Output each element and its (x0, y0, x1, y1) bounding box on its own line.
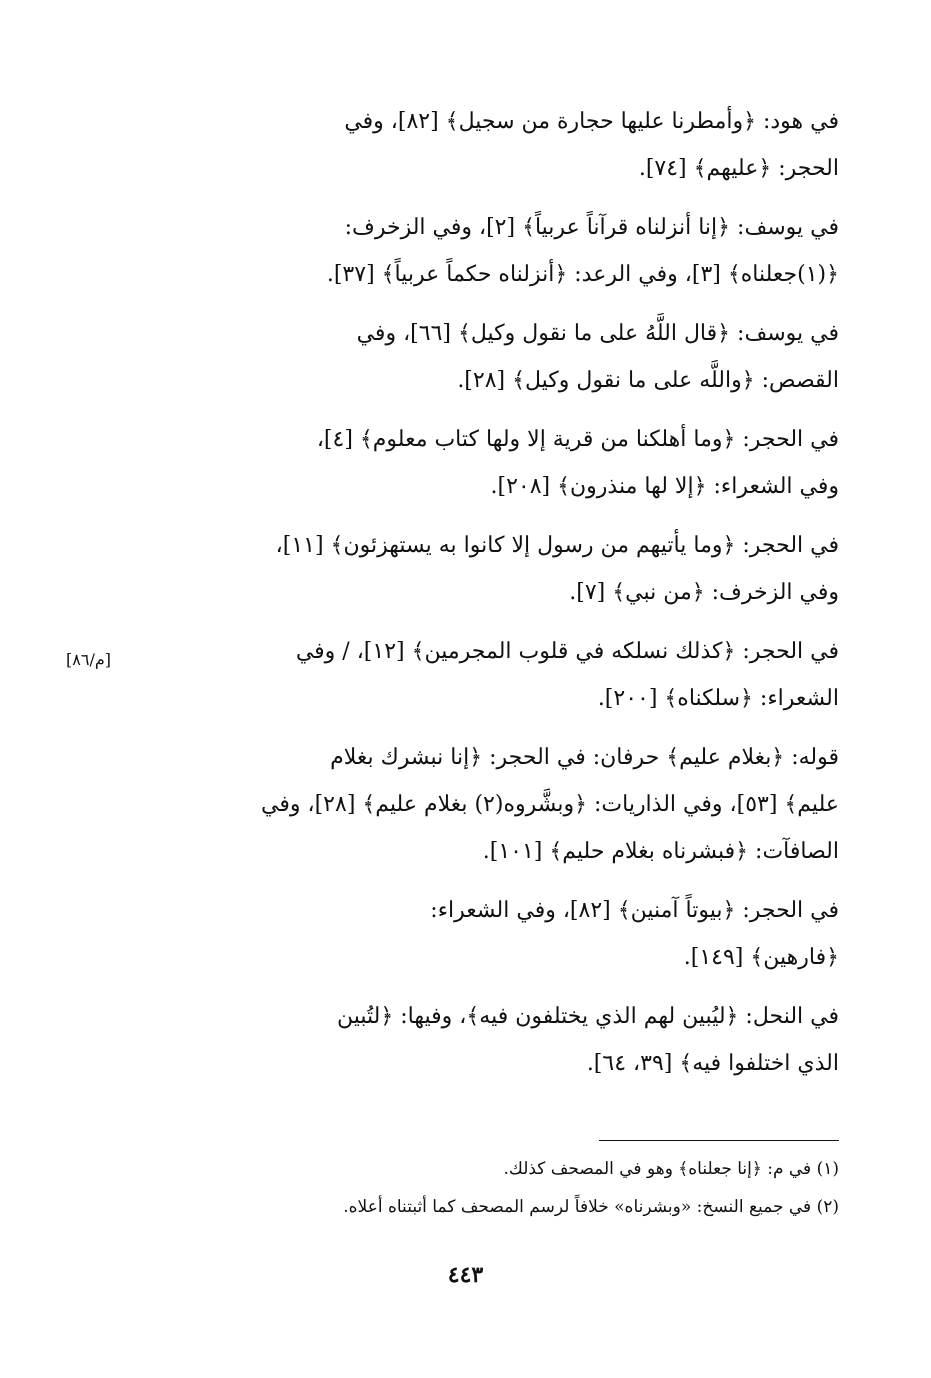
entry-nahl (139, 993, 839, 1087)
entry-line: الذي اختلفوا فيه﴾ [٣٩، ٦٤]. (586, 1051, 839, 1076)
footnotes (139, 1150, 839, 1226)
entry-line: قوله: ﴿بغلام عليم﴾ حرفان: في الحجر: ﴿إنا نبشرك بغلام (330, 745, 839, 770)
entry-hijr-shuara-3 (139, 887, 839, 981)
footnote-2: (٢) في جميع النسخ: «وبشرناه» خلافاً لرسم المصحف كما أثبتناه أعلاه. (343, 1197, 839, 1217)
entry-line: في هود: ﴿وأمطرنا عليها حجارة من سجيل﴾ [٨٢]، وفي (344, 109, 839, 134)
entry-line: وفي الشعراء: ﴿إلا لها منذرون﴾ [٢٠٨]. (490, 474, 839, 499)
page-number: ٤٤٣ (447, 1262, 484, 1288)
main-text (139, 98, 839, 1099)
entry-hijr-shuara-1 (139, 416, 839, 510)
entry-yusuf-qasas (139, 310, 839, 404)
footnote-divider (599, 1140, 839, 1141)
entry-ghulam-alim (139, 734, 839, 875)
manuscript-margin-note: [م/٨٦] (66, 650, 111, 669)
entry-line: في الحجر: ﴿وما يأتيهم من رسول إلا كانوا به يستهزئون﴾ [١١]، (275, 533, 839, 558)
entry-line: الصافآت: ﴿فبشرناه بغلام حليم﴾ [١٠١]. (482, 839, 839, 864)
entry-hijr-shuara-2 (139, 628, 839, 722)
footnote-1: (١) في م: ﴿إنا جعلناه﴾ وهو في المصحف كذلك. (503, 1159, 839, 1179)
entry-line: ﴿(١)جعلناه﴾ [٣]، وفي الرعد: ﴿أنزلناه حكماً عربياً﴾ [٣٧]. (326, 262, 839, 287)
entry-hijr-zukhruf (139, 522, 839, 616)
entry-hud-hijr (139, 98, 839, 192)
entry-line: القصص: ﴿واللَّه على ما نقول وكيل﴾ [٢٨]. (457, 368, 839, 393)
entry-line: وفي الزخرف: ﴿من نبي﴾ [٧]. (569, 580, 839, 605)
entry-line: ﴿فارهين﴾ [١٤٩]. (683, 945, 839, 970)
entry-line: الحجر: ﴿عليهم﴾ [٧٤]. (638, 156, 839, 181)
entry-line: في النحل: ﴿ليُبين لهم الذي يختلفون فيه﴾، وفيها: ﴿لتُبين (337, 1004, 839, 1029)
entry-yusuf-zukhruf (139, 204, 839, 298)
entry-line: الشعراء: ﴿سلكناه﴾ [٢٠٠]. (597, 686, 839, 711)
entry-line: في الحجر: ﴿كذلك نسلكه في قلوب المجرمين﴾ [١٢]، / وفي (295, 639, 839, 664)
entry-line: في يوسف: ﴿قال اللَّهُ على ما نقول وكيل﴾ [٦٦]، وفي (356, 321, 839, 346)
entry-line: في الحجر: ﴿بيوتاً آمنين﴾ [٨٢]، وفي الشعراء: (430, 898, 839, 923)
entry-line: عليم﴾ [٥٣]، وفي الذاريات: ﴿وبشَّروه(٢) بغلام عليم﴾ [٢٨]، وفي (261, 792, 839, 817)
entry-line: في الحجر: ﴿وما أهلكنا من قرية إلا ولها كتاب معلوم﴾ [٤]، (316, 427, 839, 452)
entry-line: في يوسف: ﴿إنا أنزلناه قرآناً عربياً﴾ [٢]، وفي الزخرف: (344, 215, 839, 240)
